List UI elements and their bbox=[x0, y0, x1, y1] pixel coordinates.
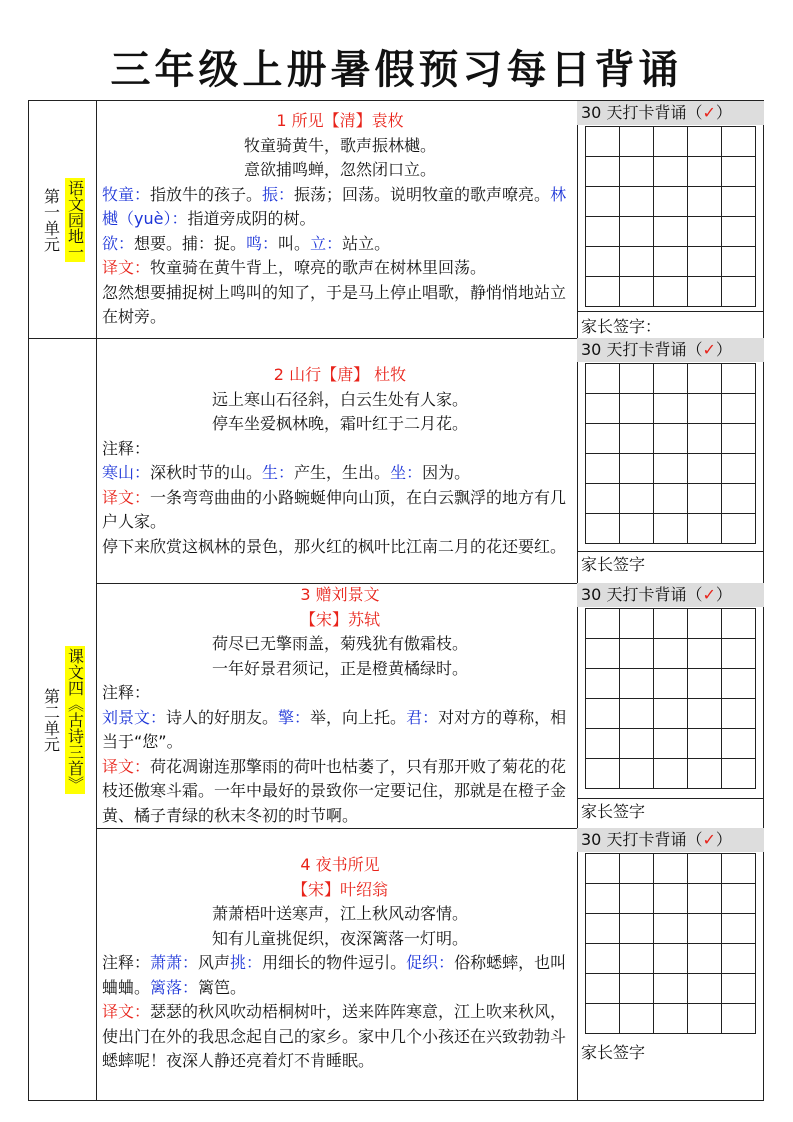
poem-translation: 译文：牧童骑在黄牛背上，嘹亮的歌声在树林里回荡。 bbox=[102, 258, 487, 277]
checkmark-icon: ✓ bbox=[702, 830, 716, 849]
poem-heading: 3 赠刘景文 bbox=[300, 585, 380, 604]
checkin-grid[interactable] bbox=[585, 608, 756, 789]
poem-author: 【宋】苏轼 bbox=[299, 609, 381, 629]
poem-line: 萧萧梧叶送寒声，江上秋风动客情。 bbox=[211, 904, 468, 923]
poem-note: 刘景文：诗人的好朋友。擎：举，向上托。君：对对方的尊称，相当于“您”。 bbox=[102, 707, 567, 751]
poem-block bbox=[102, 853, 578, 1074]
poem-heading: 1 所见【清】袁枚 bbox=[276, 111, 404, 130]
checkin-card bbox=[577, 101, 764, 338]
column-divider bbox=[96, 101, 97, 1100]
poem-line: 知有儿童挑促织，夜深篱落一灯明。 bbox=[211, 928, 468, 948]
checkin-card bbox=[577, 828, 764, 1101]
poem-note-label: 注释： bbox=[102, 438, 151, 458]
checkin-card bbox=[577, 338, 764, 583]
poem-note: 牧童：指放牛的孩子。振：振荡；回荡。说明牧童的歌声嘹亮。林樾（yuè）：指道旁成阴的树。 bbox=[102, 184, 567, 228]
poem-note: 欲：想要。捕：捉。鸣：叫。立：站立。 bbox=[102, 233, 391, 253]
checkmark-icon: ✓ bbox=[702, 585, 716, 604]
checkin-header: 30 天打卡背诵（✓） bbox=[577, 583, 764, 607]
poem-translation: 忽然想要捕捉树上鸣叫的知了，于是马上停止唱歌，静悄悄地站立在树旁。 bbox=[102, 282, 567, 326]
unit-name: 第二单元 bbox=[41, 687, 61, 752]
poem-line: 意欲捕鸣蝉，忽然闭口立。 bbox=[243, 160, 436, 179]
sign-divider bbox=[577, 311, 764, 312]
poem-translation: 译文：荷花凋谢连那擎雨的荷叶也枯萎了，只有那开败了菊花的花枝还傲寒斗霜。一年中最好的景致你一定要记住，那就是在橙子金黄、橘子青绿的秋末冬初的时节啊。 bbox=[102, 756, 567, 825]
poem-translation: 停下来欣赏这枫林的景色，那火红的枫叶比江南二月的花还要红。 bbox=[102, 536, 567, 556]
parent-signature-label: 家长签字 bbox=[581, 802, 646, 821]
checkin-card bbox=[577, 583, 764, 828]
unit-cell bbox=[29, 101, 96, 338]
checkin-grid[interactable] bbox=[585, 853, 756, 1034]
poem-block bbox=[102, 583, 578, 828]
unit-topic: 课文四《古诗三首》 bbox=[65, 647, 85, 792]
poem-note: 注释：萧萧：风声挑：用细长的物件逗引。促织：俗称蟋蟀，也叫蛐蛐。篱落：篱笆。 bbox=[102, 953, 567, 997]
page-title: 三年级上册暑假预习每日背诵 bbox=[110, 47, 683, 93]
poem-line: 牧童骑黄牛，歌声振林樾。 bbox=[243, 135, 436, 155]
poem-block bbox=[102, 109, 578, 330]
checkin-header: 30 天打卡背诵（✓） bbox=[577, 101, 764, 125]
poem-line: 荷尽已无擎雨盖，菊残犹有傲霜枝。 bbox=[211, 634, 468, 653]
checkin-header: 30 天打卡背诵（✓） bbox=[577, 338, 764, 362]
checkin-grid[interactable] bbox=[585, 126, 756, 307]
poem-translation: 译文：一条弯弯曲曲的小路蜿蜒伸向山顶，在白云飘浮的地方有几户人家。 bbox=[102, 487, 567, 531]
parent-signature-label: 家长签字 bbox=[581, 555, 646, 574]
poem-note: 寒山：深秋时节的山。生：产生，生出。坐：因为。 bbox=[102, 463, 471, 482]
unit-topic: 语文园地一 bbox=[65, 179, 85, 260]
poem-note-label: 注释： bbox=[102, 683, 151, 702]
checkin-header: 30 天打卡背诵（✓） bbox=[577, 828, 764, 852]
poem-heading: 4 夜书所见 bbox=[300, 855, 380, 874]
poem-block bbox=[102, 363, 578, 559]
worksheet-table bbox=[28, 100, 764, 1101]
poem-author: 【宋】叶绍翁 bbox=[291, 879, 389, 899]
poem-line: 停车坐爱枫林晚，霜叶红于二月花。 bbox=[211, 414, 468, 433]
poem-translation: 译文：瑟瑟的秋风吹动梧桐树叶，送来阵阵寒意，江上吹来秋风，使出门在外的我思念起自己的家乡。家中几个小孩还在兴致勃勃斗蟋蟀呢！夜深人静还亮着灯不肯睡眠。 bbox=[102, 1002, 567, 1070]
poem-line: 一年好景君须记，正是橙黄橘绿时。 bbox=[211, 658, 468, 678]
checkin-grid[interactable] bbox=[585, 363, 756, 544]
checkmark-icon: ✓ bbox=[702, 340, 716, 359]
poem-heading: 2 山行【唐】 杜牧 bbox=[273, 365, 407, 384]
checkmark-icon: ✓ bbox=[702, 103, 716, 122]
unit-name: 第一单元 bbox=[41, 187, 61, 252]
unit-cell bbox=[29, 338, 96, 1101]
poem-line: 远上寒山石径斜，白云生处有人家。 bbox=[211, 389, 468, 409]
parent-signature-label: 家长签字 bbox=[581, 1043, 646, 1062]
parent-signature-label: 家长签字： bbox=[581, 317, 662, 336]
